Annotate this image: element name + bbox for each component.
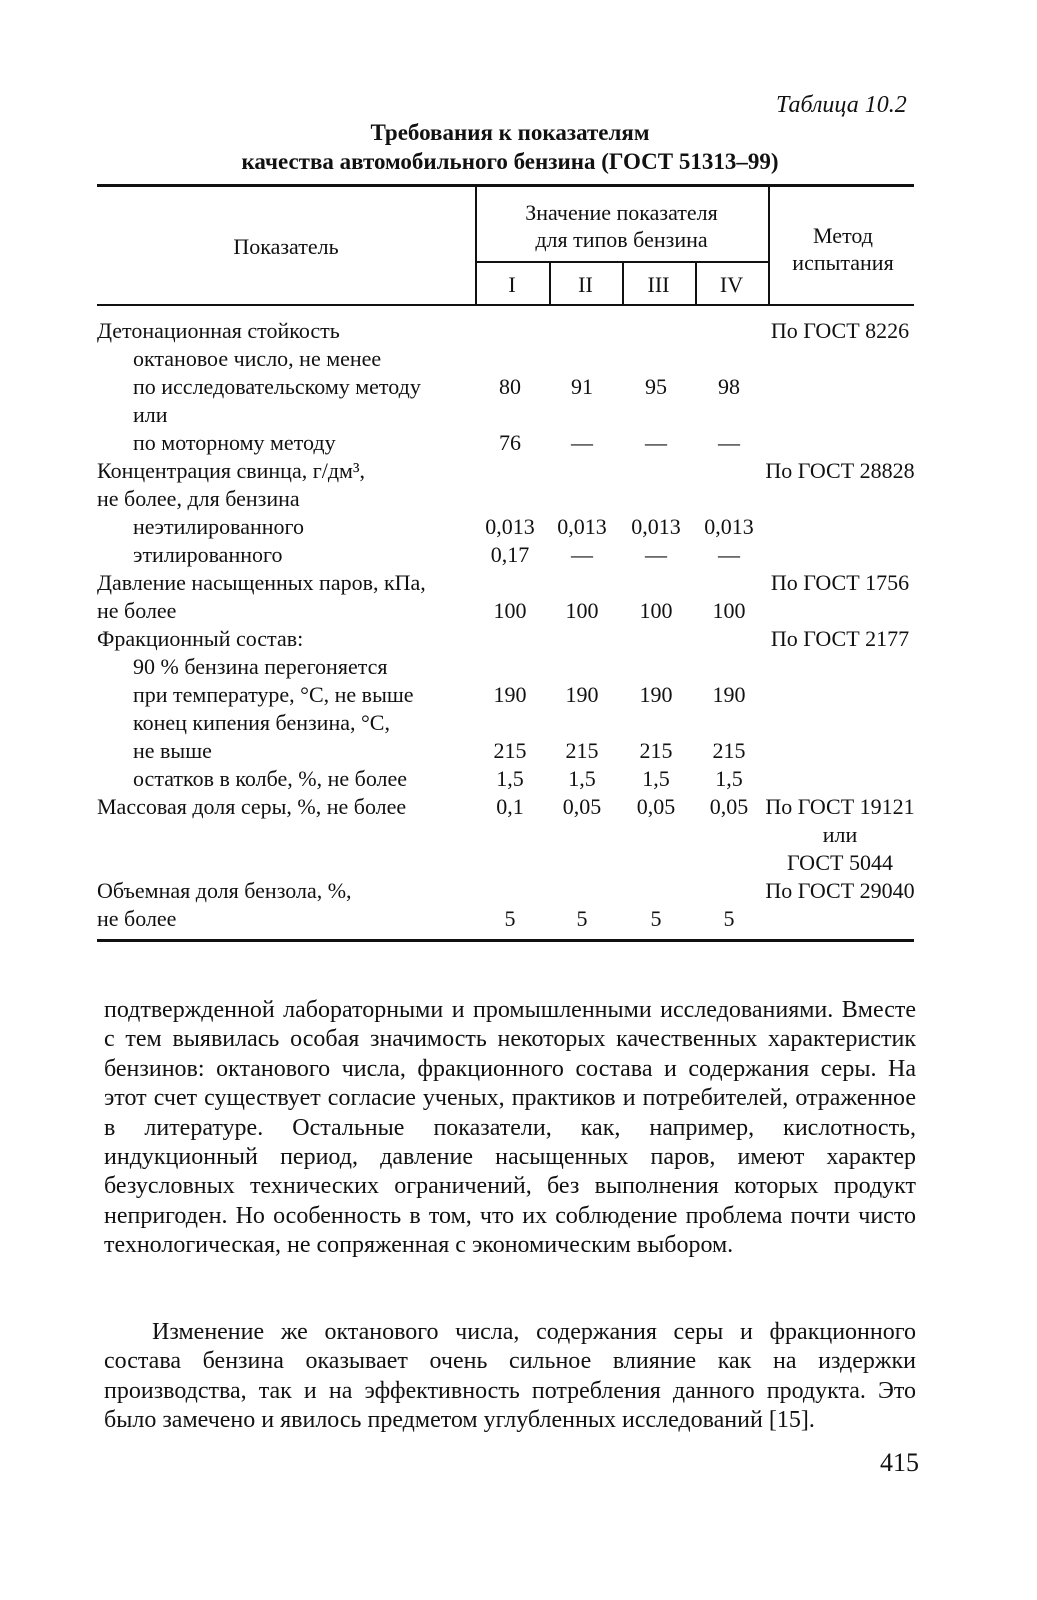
row-indicator: 90 % бензина перегоняется — [133, 654, 388, 679]
row-value-ii: 91 — [571, 374, 593, 399]
row-value-i: 0,1 — [496, 794, 524, 819]
row-value-i: 0,013 — [485, 514, 535, 539]
row-indicator: Концентрация свинца, г/дм³, — [97, 458, 366, 483]
row-value-ii: 1,5 — [568, 766, 596, 791]
row-indicator: октановое число, не менее — [133, 346, 382, 371]
row-indicator: Объемная доля бензола, %, — [97, 878, 352, 903]
row-value-iv: 100 — [712, 598, 746, 623]
row-value-iii: — — [645, 430, 667, 455]
row-indicator: Детонационная стойкость — [97, 318, 340, 343]
row-value-i: 100 — [493, 598, 527, 623]
row-indicator: Фракционный состав: — [97, 626, 304, 651]
row-value-iv: — — [718, 542, 740, 567]
row-method: ГОСТ 5044 — [787, 850, 893, 875]
row-value-iii: 1,5 — [642, 766, 670, 791]
row-value-iv: 215 — [712, 738, 746, 763]
row-value-ii: 215 — [565, 738, 599, 763]
header-values — [475, 199, 768, 253]
row-indicator: Давление насыщенных паров, кПа, — [97, 570, 426, 595]
row-value-i: 80 — [499, 374, 521, 399]
row-indicator: этилированного — [133, 542, 283, 567]
row-value-ii: 190 — [565, 682, 599, 707]
row-value-iv: — — [718, 430, 740, 455]
row-value-iii: 215 — [639, 738, 673, 763]
row-value-iv: 0,05 — [709, 794, 749, 819]
header-type-4: IV — [719, 272, 744, 297]
table-top-rule — [97, 184, 914, 187]
row-method: По ГОСТ 2177 — [770, 626, 910, 651]
header-method-line-1: Метод — [813, 223, 873, 248]
row-value-ii: — — [571, 542, 593, 567]
table-header-rule — [97, 304, 914, 306]
row-method: или — [822, 822, 858, 847]
header-type-2: II — [578, 272, 593, 297]
header-type-1: I — [508, 272, 516, 297]
row-value-i: 215 — [493, 738, 527, 763]
table-label: Таблица 10.2 — [776, 92, 907, 118]
row-value-i: 1,5 — [496, 766, 524, 791]
row-value-iv: 5 — [723, 906, 735, 931]
row-indicator: Массовая доля серы, %, не более — [97, 794, 407, 819]
header-indicator: Показатель — [233, 234, 339, 259]
table-bottom-rule — [97, 939, 914, 942]
row-indicator: остатков в колбе, %, не более — [133, 766, 408, 791]
row-indicator: по моторному методу — [133, 430, 336, 455]
row-method: По ГОСТ 29040 — [765, 878, 915, 903]
row-method: По ГОСТ 19121 — [765, 794, 915, 819]
row-value-i: 76 — [499, 430, 521, 455]
row-value-i: 5 — [504, 906, 516, 931]
header-type-3: III — [647, 272, 670, 297]
row-indicator: не более — [97, 906, 177, 931]
table-caption — [230, 118, 790, 176]
row-indicator: конец кипения бензина, °С, — [133, 710, 390, 735]
row-indicator: не более, для бензина — [97, 486, 300, 511]
row-value-ii: 0,05 — [562, 794, 602, 819]
row-value-ii: — — [571, 430, 593, 455]
row-value-iii: 95 — [645, 374, 667, 399]
row-value-iii: 0,013 — [631, 514, 681, 539]
row-value-ii: 5 — [576, 906, 588, 931]
row-value-iv: 0,013 — [704, 514, 754, 539]
row-value-i: 190 — [493, 682, 527, 707]
header-values-line-1: Значение показателя — [525, 200, 718, 225]
row-value-i: 0,17 — [490, 542, 530, 567]
body-paragraph: подтвержденной лабораторными и промышленными исследованиями. Вместе с тем выявилась особая значимость некоторых качественных характеристик бензинов: октанового числа, фракционного состава и содержания серы. На этот счет существует согласие ученых, практиков и потребителей, отраженное в литературе. Остальные показатели, как, например, кислотность, индукционный период, давление насыщенных паров, имеют характер безусловных технических ограничений, без выполнения которых продукт непригоден. Но особенность в том, что их соблюдение проблема почти чисто технологическая, не сопряженная с экономическим выбором. — [104, 997, 916, 1259]
row-value-iv: 190 — [712, 682, 746, 707]
body-paragraph: Изменение же октанового числа, содержания серы и фракционного состава бензина оказывает очень сильное влияние как на издержки производства, так и на эффективность потребления данного продукта. Это было замечено и явилось предметом углубленных исследований [15]. — [104, 1319, 916, 1434]
row-indicator: не более — [97, 598, 177, 623]
header-method — [768, 222, 918, 276]
row-value-iii: 0,05 — [636, 794, 676, 819]
header-values-line-2: для типов бензина — [535, 227, 708, 252]
row-indicator: при температуре, °С, не выше — [133, 682, 414, 707]
row-value-ii: 0,013 — [557, 514, 607, 539]
row-method: По ГОСТ 1756 — [770, 570, 910, 595]
row-value-iii: 190 — [639, 682, 673, 707]
row-value-iv: 1,5 — [715, 766, 743, 791]
caption-line-2: качества автомобильного бензина (ГОСТ 51313–99) — [241, 149, 779, 174]
row-method: По ГОСТ 28828 — [765, 458, 915, 483]
row-indicator: или — [133, 402, 168, 427]
row-value-iii: — — [645, 542, 667, 567]
row-value-iii: 100 — [639, 598, 673, 623]
row-value-iv: 98 — [718, 374, 740, 399]
row-value-iii: 5 — [650, 906, 662, 931]
row-indicator: неэтилированного — [133, 514, 305, 539]
row-method: По ГОСТ 8226 — [770, 318, 910, 343]
row-indicator: не выше — [133, 738, 212, 763]
page-number: 415 — [880, 1448, 919, 1477]
header-method-line-2: испытания — [792, 250, 894, 275]
caption-line-1: Требования к показателям — [370, 120, 650, 145]
row-indicator: по исследовательскому методу — [133, 374, 421, 399]
row-value-ii: 100 — [565, 598, 599, 623]
